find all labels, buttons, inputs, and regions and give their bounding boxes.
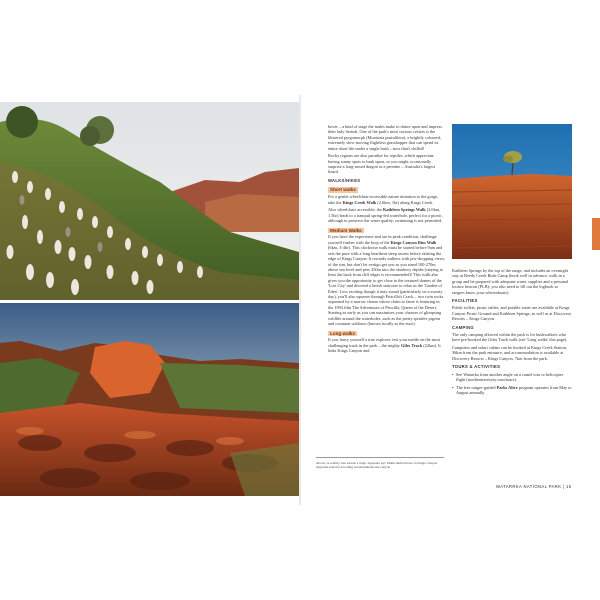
page-gutter	[299, 95, 301, 505]
canyon-sunset-illustration	[0, 303, 299, 496]
short-walk-paragraph-1: For a gentle wheelchair-accessible nature initiation to the gorge, take the Kings Creek Walk (2.6km, 1hr) along Kings Creek.	[328, 194, 439, 205]
solitary-tree-illustration	[452, 124, 572, 259]
camping-paragraph-1: The only camping allowed within the park is for bushwalkers who have pre-booked the Giles Track walk (see 'Long walks' this page).	[452, 332, 568, 343]
medium-walk-paragraph: If you have the experience and are in peak condition, challenge yourself further with the loop of the Kings Canyon Rim Walk (6km, 3-4hr). This clockwise walk must be started before 9am and sets the pace with a long heartbeat steep ascent before skirting the edge of Kings Canyon. It rewards walkers with jaw-dropping views of the rim, but don't let vertigo get you as you stand 100-270m above sea level and peer 250m into the shadowy depths (staying at least 2m back from cliff edges is recommended)! This walk also gives you the opportunity to get close to the textured domes of the 'Lost City' and descend a lavish staircase to relax in the 'Garden of Eden'. Less exciting though it may sound (particularly on a sweaty day), you'll also squeeze through Priscilla's Crack – two twin rocks separated by a narrow chasm whose claim to fame is featuring in the 1994 film The Adventures of Priscilla, Queen of the Desert. Starting as early as you can maximises your chances of glimpsing wildlife around the waterholes, such as the pretty spinifex pigeon and common wallaroo (known locally as the euro).	[328, 234, 445, 326]
tour-bullet-2: • The free ranger-guided Parks Alive program operates from May to August annually.	[452, 385, 572, 396]
short-walk-paragraph-2: Also wheelchair accessible, the Kathleen Springs Walk (2.6km, 1.5hr) leads to a tranquil spring-fed waterhole, perfect for a picnic, although to preserve the water quality, swimming is not permitted.	[328, 207, 443, 223]
camping-heading: CAMPING	[452, 324, 474, 330]
tour-bullet-1: • See Watarrka from another angle on a camel tour or helicopter flight (northernterritory.com/tours).	[452, 372, 572, 383]
tours-heading: TOURS & ACTIVITIES	[452, 364, 501, 370]
solitary-tree-photo	[452, 124, 572, 259]
long-walk-paragraph: If you fancy yourself a true explorer, test your mettle on the most challenging track in the park – the mighty Giles Track (22km). It links Kings Canyon and	[328, 337, 441, 354]
text-column-2	[452, 268, 572, 397]
giles-continued-paragraph: Kathleen Springs by the top of the range, and includes an overnight stay at Reedy Creek Bush Camp (book well in advance, walk in a group and be prepared with adequate water, supplies and a personal locator beacon (PLB); you also need to fill out the logbook so rangers know your whereabouts).	[452, 268, 569, 295]
long-walks-subheading: Long walks	[330, 330, 356, 336]
canyon-sunset-photo	[0, 303, 299, 496]
short-walks-subheading: Short walks	[330, 187, 356, 193]
intro-paragraph: hover – a kind of stage the males make to dance upon and impress their lady friends. One of the park's most curious critters is the blistered pyrgomorph (Monistria pustulifera), a brightly coloured, extremely slow-moving flightless grasshopper that can spend its entire short life under a single bush – now that's chilled!	[328, 124, 442, 151]
facilities-heading: FACILITIES	[452, 298, 478, 304]
photo-caption: Above: A solitary tree adorns a ridge. Opposite top: Mulla mulla flower in Kings Canyon. Opposite bottom: A bolting sun illuminates the canyon	[316, 457, 444, 470]
right-page-tab	[592, 218, 600, 250]
text-column-1	[328, 124, 445, 356]
mulla-mulla-illustration	[0, 102, 299, 300]
page-folio: WATARRKA NATIONAL PARK | 15	[496, 484, 572, 489]
rocky-paragraph: Rocky regions are also paradise for reptiles, which appreciate having sunny spots to bask upon, so you might occasionally surprise a long-nosed dragon or a perentie – Australia's largest lizard.	[328, 153, 436, 175]
facilities-paragraph: Public toilets, picnic tables, and potable water are available at Kings Canyon Picnic Ground and Kathleen Springs, as well as at Discovery Resorts – Kings Canyon.	[452, 305, 572, 322]
walks-heading: WALKS/HIKES	[328, 177, 361, 183]
mulla-mulla-photo	[0, 102, 299, 300]
medium-walks-subheading: Medium Walks	[330, 227, 362, 233]
camping-paragraph-2: Campsites and safari cabins can be booked at Kings Creek Station, 36km from the park entrance, and accommodation is available at Discovery Resorts – Kings Canyon, 7km from the park.	[452, 345, 567, 361]
